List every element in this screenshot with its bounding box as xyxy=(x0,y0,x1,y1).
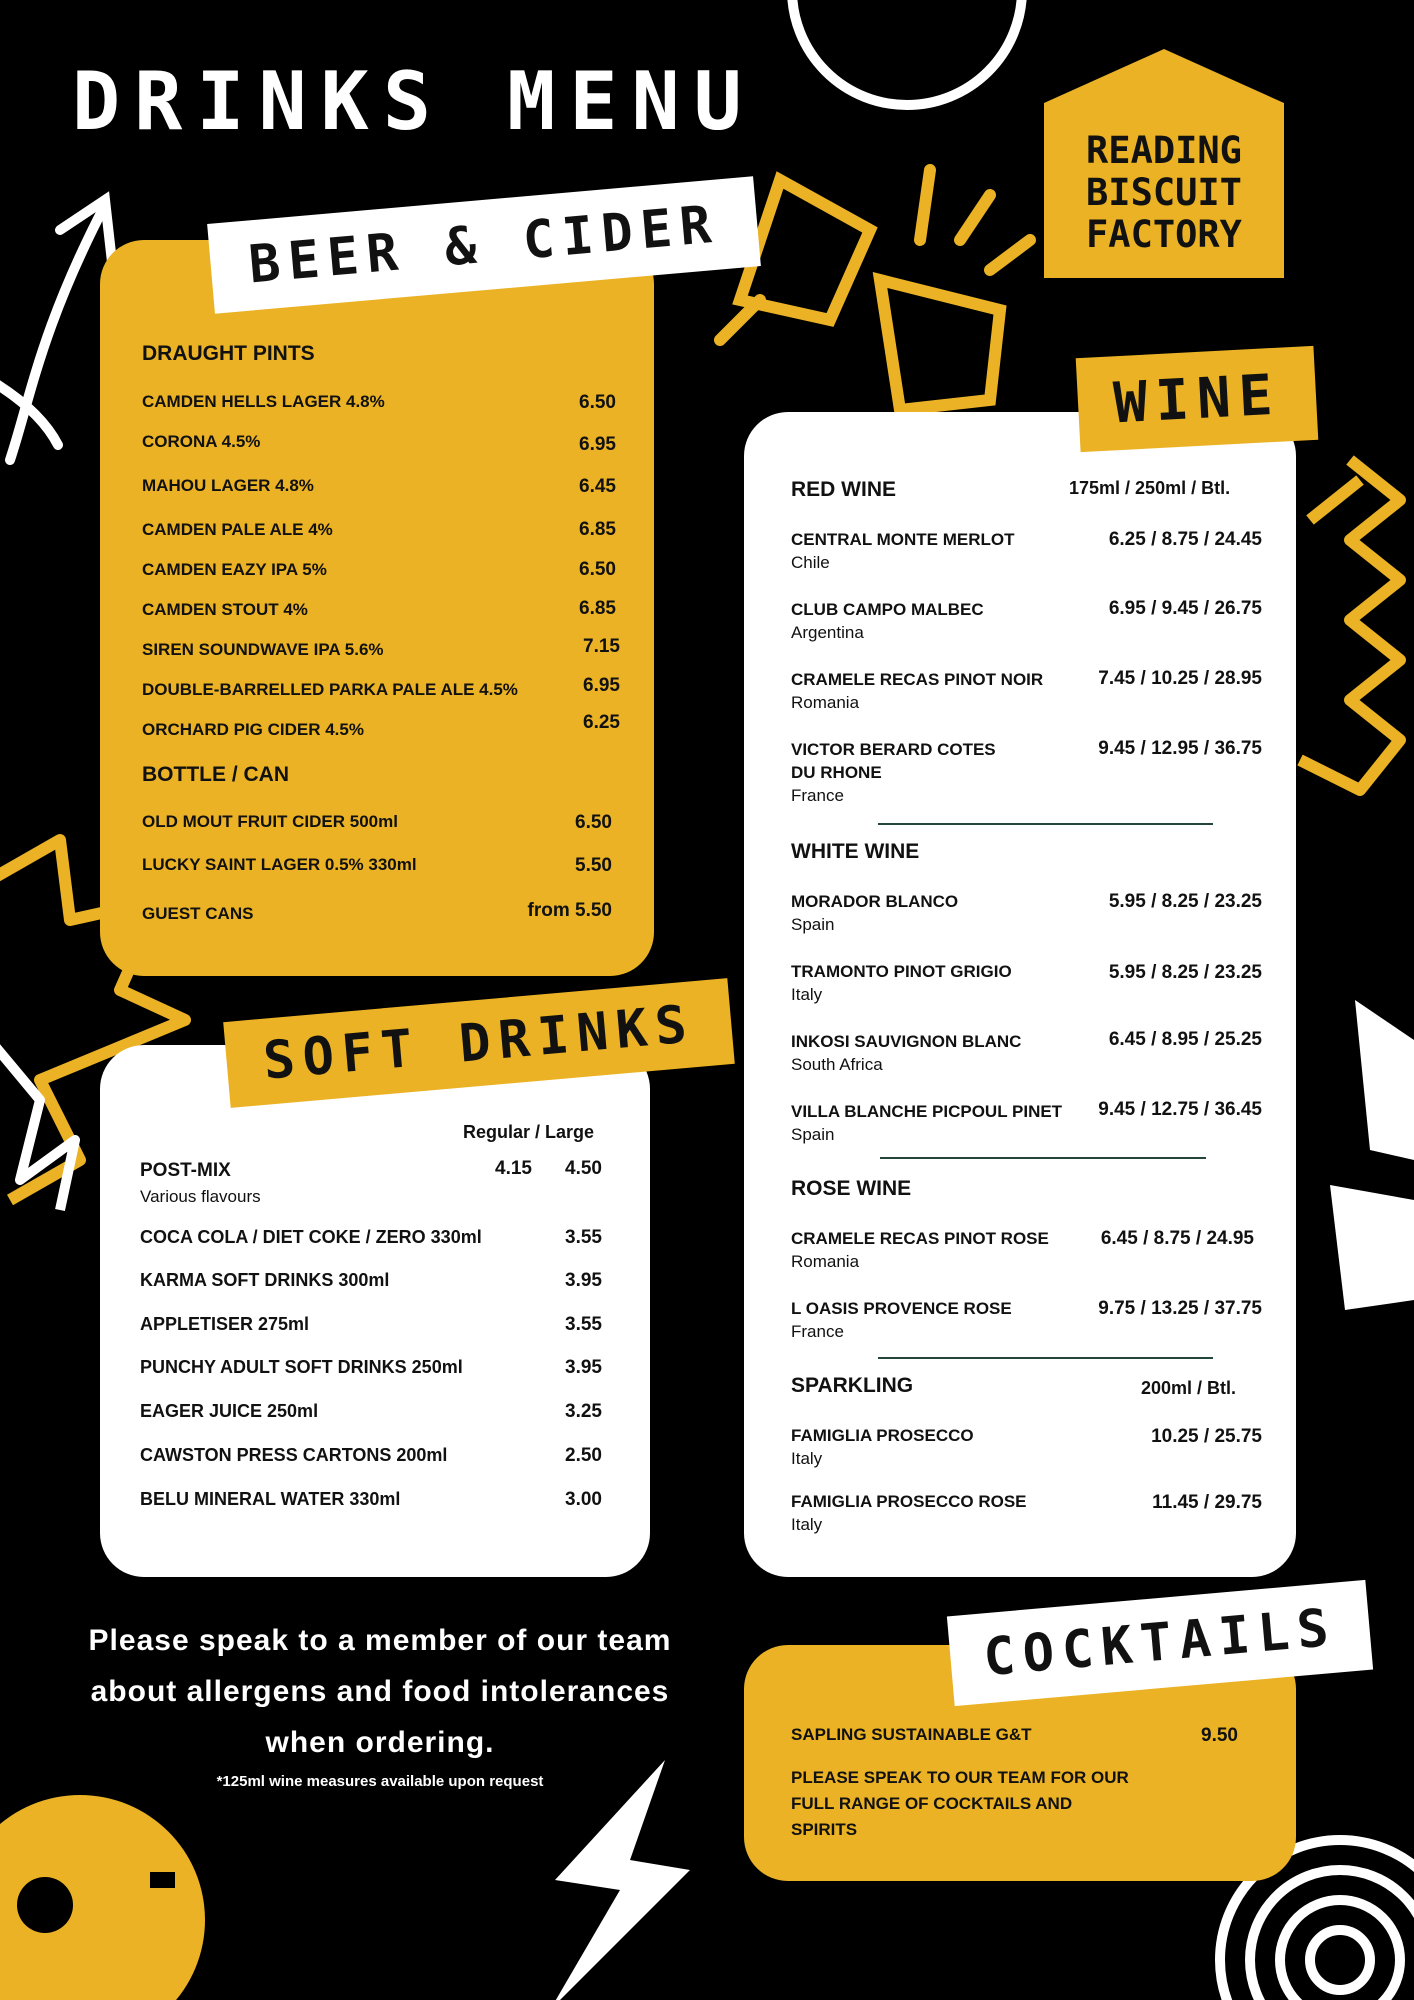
item-price: 5.95 / 8.25 / 23.25 xyxy=(1108,962,1262,983)
list-item: CAMDEN STOUT 4% xyxy=(142,600,308,619)
item-price: 3.00 xyxy=(565,1489,602,1510)
list-item: POST-MIX xyxy=(140,1160,231,1181)
item-price: 3.95 xyxy=(565,1357,602,1378)
item-price: 3.95 xyxy=(565,1270,602,1291)
item-price-regular: 4.15 xyxy=(495,1158,532,1179)
list-item: CLUB CAMPO MALBEC xyxy=(791,600,984,619)
glasses-doodle xyxy=(720,170,1030,410)
item-price: 5.95 / 8.25 / 23.25 xyxy=(1108,891,1262,912)
page-title: DRINKS MENU xyxy=(72,55,756,148)
brand-logo-text: READING BISCUIT FACTORY xyxy=(1086,129,1242,256)
list-item: APPLETISER 275ml xyxy=(140,1314,310,1334)
item-price: 6.85 xyxy=(579,598,616,619)
list-item: CAMDEN EAZY IPA 5% xyxy=(142,560,327,579)
item-price: 6.45 xyxy=(579,476,616,497)
item-description: Various flavours xyxy=(140,1187,261,1206)
item-price: 6.50 xyxy=(579,559,616,580)
item-price: 6.45 / 8.75 / 24.95 xyxy=(1100,1228,1254,1249)
item-price: 7.45 / 10.25 / 28.95 xyxy=(1098,668,1262,689)
list-item: CAMDEN PALE ALE 4% xyxy=(142,520,333,539)
item-price: 6.85 xyxy=(579,519,616,540)
list-item: LUCKY SAINT LAGER 0.5% 330ml xyxy=(142,855,417,874)
size-header: 200ml / Btl. xyxy=(1141,1378,1237,1398)
size-header: 175ml / 250ml / Btl. xyxy=(1069,478,1231,498)
item-price: 6.45 / 8.95 / 25.25 xyxy=(1108,1029,1262,1050)
item-price: 10.25 / 25.75 xyxy=(1151,1426,1262,1447)
list-item: KARMA SOFT DRINKS 300ml xyxy=(140,1270,390,1290)
item-price: 6.50 xyxy=(579,392,616,413)
item-price: 9.75 / 13.25 / 37.75 xyxy=(1098,1298,1262,1319)
item-origin: Chile xyxy=(791,553,830,572)
item-origin: Italy xyxy=(791,1449,823,1468)
item-price: 5.50 xyxy=(575,855,612,876)
item-price: 6.95 / 9.45 / 26.75 xyxy=(1108,598,1262,619)
list-item: BELU MINERAL WATER 330ml xyxy=(140,1489,401,1509)
list-item: INKOSI SAUVIGNON BLANC xyxy=(791,1032,1022,1051)
item-price: 6.95 xyxy=(579,434,616,455)
item-price: 3.55 xyxy=(565,1314,602,1335)
section-divider xyxy=(880,1157,1206,1159)
item-price: 9.50 xyxy=(1201,1725,1238,1746)
item-origin: France xyxy=(791,786,844,805)
soft-drinks-banner: SOFT DRINKS xyxy=(223,978,735,1108)
beer-cider-banner: BEER & CIDER xyxy=(207,176,761,313)
list-item: VICTOR BERARD COTES xyxy=(791,740,996,759)
item-origin: South Africa xyxy=(791,1055,883,1074)
item-origin: Italy xyxy=(791,985,823,1004)
circle-doodle xyxy=(792,0,1022,105)
lightning-doodle xyxy=(550,1760,690,2000)
draught-pints-heading: DRAUGHT PINTS xyxy=(142,342,315,365)
item-origin: Argentina xyxy=(791,623,864,642)
item-price: 2.50 xyxy=(565,1445,602,1466)
item-price: 6.25 / 8.75 / 24.45 xyxy=(1108,529,1262,550)
red-wine-heading: RED WINE xyxy=(791,478,896,501)
item-price: 9.45 / 12.75 / 36.45 xyxy=(1098,1099,1262,1120)
list-item: TRAMONTO PINOT GRIGIO xyxy=(791,962,1012,981)
item-price: 11.45 / 29.75 xyxy=(1152,1492,1262,1513)
item-origin: Spain xyxy=(791,915,835,934)
list-item: EAGER JUICE 250ml xyxy=(140,1401,319,1421)
list-item: CRAMELE RECAS PINOT NOIR xyxy=(791,670,1044,689)
item-price: 7.15 xyxy=(583,636,620,657)
section-divider xyxy=(878,823,1213,825)
list-item: DOUBLE-BARRELLED PARKA PALE ALE 4.5% xyxy=(142,680,518,699)
list-item: FAMIGLIA PROSECCO ROSE xyxy=(791,1492,1027,1511)
item-price: 6.95 xyxy=(583,675,620,696)
list-item: CORONA 4.5% xyxy=(142,432,261,451)
item-origin: Romania xyxy=(791,1252,860,1271)
list-item: SAPLING SUSTAINABLE G&T xyxy=(791,1725,1032,1744)
list-item: CAWSTON PRESS CARTONS 200ml xyxy=(140,1445,448,1465)
item-origin: France xyxy=(791,1322,844,1341)
list-item: CAMDEN HELLS LAGER 4.8% xyxy=(142,392,385,411)
item-price-large: 4.50 xyxy=(565,1158,602,1179)
list-item: MORADOR BLANCO xyxy=(791,892,959,911)
item-price: from 5.50 xyxy=(527,900,612,921)
wine-measure-footnote: *125ml wine measures available upon request xyxy=(216,1773,544,1790)
item-origin: Romania xyxy=(791,693,860,712)
item-price: 3.25 xyxy=(565,1401,602,1422)
white-wine-heading: WHITE WINE xyxy=(791,840,920,863)
item-origin: Italy xyxy=(791,1515,823,1534)
section-divider xyxy=(878,1357,1213,1359)
list-item: L OASIS PROVENCE ROSE xyxy=(791,1299,1012,1318)
list-item: SIREN SOUNDWAVE IPA 5.6% xyxy=(142,640,384,659)
list-item: GUEST CANS xyxy=(142,904,254,923)
item-price: 3.55 xyxy=(565,1227,602,1248)
list-item: VILLA BLANCHE PICPOUL PINET xyxy=(791,1102,1063,1121)
list-item: COCA COLA / DIET COKE / ZERO 330ml xyxy=(140,1227,482,1247)
list-item: OLD MOUT FRUIT CIDER 500ml xyxy=(142,812,398,831)
rose-wine-heading: ROSE WINE xyxy=(791,1177,912,1200)
cocktails-banner: COCKTAILS xyxy=(947,1580,1373,1706)
wine-banner: WINE xyxy=(1076,346,1319,452)
item-origin: Spain xyxy=(791,1125,835,1144)
item-price: 9.45 / 12.95 / 36.75 xyxy=(1098,738,1262,759)
list-item: CENTRAL MONTE MERLOT xyxy=(791,530,1015,549)
list-item-line-2: DU RHONE xyxy=(791,763,882,782)
list-item: CRAMELE RECAS PINOT ROSE xyxy=(791,1229,1049,1248)
list-item: MAHOU LAGER 4.8% xyxy=(142,476,314,495)
list-item: FAMIGLIA PROSECCO xyxy=(791,1426,974,1445)
item-price: 6.50 xyxy=(575,812,612,833)
cocktails-note-line: FULL RANGE OF COCKTAILS AND xyxy=(791,1794,1073,1813)
size-header: Regular / Large xyxy=(463,1122,595,1142)
item-price: 6.25 xyxy=(583,712,620,733)
list-item: PUNCHY ADULT SOFT DRINKS 250ml xyxy=(140,1357,463,1377)
sparkling-heading: SPARKLING xyxy=(791,1374,914,1397)
cocktails-note-line: SPIRITS xyxy=(791,1820,858,1839)
list-item: ORCHARD PIG CIDER 4.5% xyxy=(142,720,364,739)
arrow-doodle xyxy=(10,200,112,460)
cocktails-note-line: PLEASE SPEAK TO OUR TEAM FOR OUR xyxy=(791,1768,1129,1787)
allergen-notice: Please speak to a member of our team about allergens and food intolerances when ordering. xyxy=(88,1624,672,1759)
wine-card xyxy=(744,412,1296,1577)
bottle-can-heading: BOTTLE / CAN xyxy=(142,763,289,786)
